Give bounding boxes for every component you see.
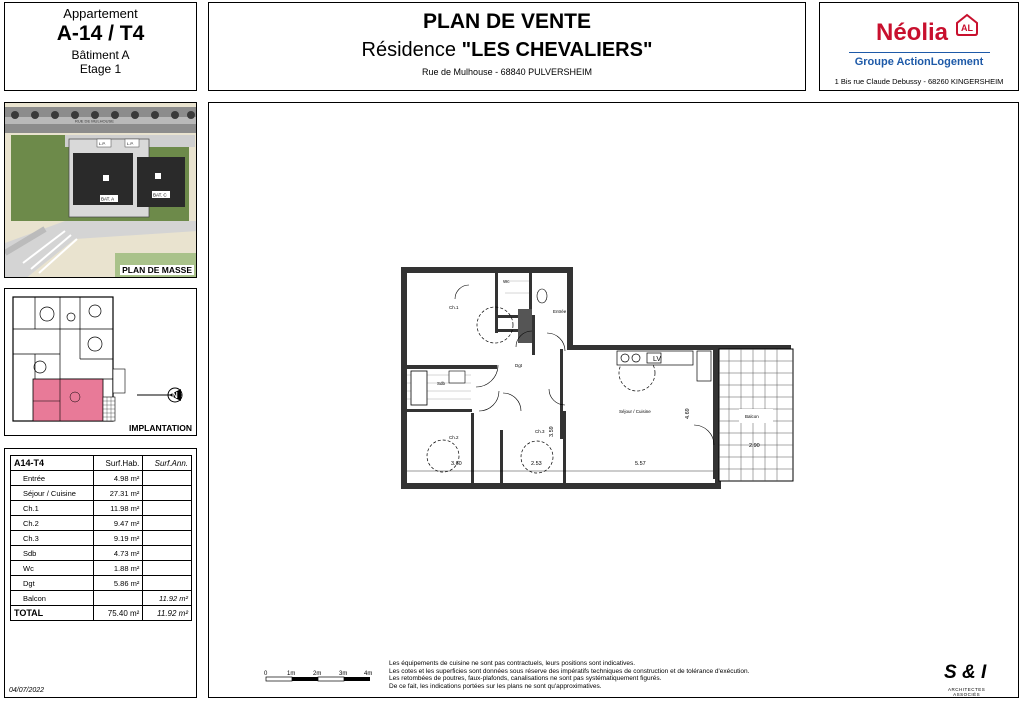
toilet-icon bbox=[537, 289, 547, 303]
north-arrow-icon bbox=[137, 388, 182, 402]
disclaimer-line: Les cotes et les superficies sont données sous réserve des impératifs techniques de construction et de tolérance d'exécution. bbox=[389, 667, 750, 675]
room-label-ch3: Ch.3 bbox=[535, 429, 545, 434]
residence-title bbox=[209, 39, 805, 62]
room-name: Entrée bbox=[11, 471, 94, 486]
group-name: Groupe ActionLogement bbox=[854, 56, 984, 68]
residence-address: Rue de Mulhouse - 68840 PULVERSHEIM bbox=[422, 67, 592, 77]
site-tag-1: L.P. bbox=[99, 141, 106, 146]
building-c-label: BAT. C bbox=[153, 192, 167, 198]
implantation-map bbox=[5, 289, 197, 436]
developer-logo-box bbox=[819, 2, 1019, 91]
architect-line-2: ASSOCIÉS bbox=[953, 692, 981, 697]
room-label-balcon: Balcon bbox=[745, 414, 759, 419]
room-hab: 4.98 m² bbox=[94, 471, 143, 486]
scale-tick-2: 2m bbox=[313, 671, 322, 677]
apartment-heading: Appartement bbox=[63, 6, 138, 21]
actionlogement-badge-icon bbox=[955, 13, 979, 37]
room-ann bbox=[143, 576, 192, 591]
architect-line-1: ARCHITECTES bbox=[948, 687, 986, 692]
scale-bar bbox=[264, 671, 372, 681]
table-row bbox=[11, 561, 192, 576]
surfaces-panel bbox=[4, 448, 197, 698]
room-label-sdb: Sdb bbox=[437, 381, 446, 386]
dim-ch3-depth: 3.59 bbox=[549, 426, 555, 437]
dim-sejour-width: 5.57 bbox=[635, 461, 646, 467]
col-ann-header: Surf.Ann. bbox=[143, 456, 192, 471]
surfaces-table bbox=[10, 455, 192, 621]
room-hab bbox=[94, 591, 143, 606]
furniture-circles bbox=[427, 307, 655, 473]
room-ann bbox=[143, 561, 192, 576]
apartment-building: Bâtiment A bbox=[71, 48, 130, 62]
implantation-panel bbox=[4, 288, 197, 436]
scale-tick-0: 0 bbox=[264, 671, 268, 677]
bathtub-icon bbox=[411, 371, 427, 405]
apartment-code: A-14 / T4 bbox=[56, 22, 145, 45]
room-name: Séjour / Cuisine bbox=[11, 486, 94, 501]
interior-walls bbox=[407, 273, 566, 485]
total-hab: 75.40 m² bbox=[94, 606, 143, 621]
room-name: Dgt bbox=[11, 576, 94, 591]
dimension-labels bbox=[407, 408, 760, 471]
kitchen-counter bbox=[617, 351, 711, 381]
room-name: Ch.1 bbox=[11, 501, 94, 516]
dim-ch2-width: 3.60 bbox=[451, 461, 462, 467]
total-ann: 11.92 m² bbox=[143, 606, 192, 621]
room-hab: 5.86 m² bbox=[94, 576, 143, 591]
room-ann bbox=[143, 486, 192, 501]
scale-tick-3: 3m bbox=[339, 671, 348, 677]
scale-tick-1: 1m bbox=[287, 671, 296, 677]
logo-divider bbox=[849, 52, 990, 53]
room-ann bbox=[143, 501, 192, 516]
room-label-entree: Entrée bbox=[553, 309, 567, 314]
room-name: Balcon bbox=[11, 591, 94, 606]
document-title: PLAN DE VENTE bbox=[422, 10, 592, 33]
site-tag-2: L.P. bbox=[127, 141, 134, 146]
disclaimer-line: De ce fait, les indications portées sur les plans ne sont qu'approximatives. bbox=[389, 682, 602, 690]
table-row bbox=[11, 591, 192, 606]
architect-logo: S & I bbox=[944, 662, 987, 683]
room-ann bbox=[143, 531, 192, 546]
room-name: Ch.2 bbox=[11, 516, 94, 531]
room-ann: 11.92 m² bbox=[143, 591, 192, 606]
room-label-wc: Wc bbox=[503, 279, 510, 284]
room-label-sejour: Séjour / Cuisine bbox=[619, 409, 651, 414]
site-plan-panel bbox=[4, 102, 197, 278]
badge-text: AL bbox=[961, 23, 973, 33]
dim-sejour-depth: 4.69 bbox=[685, 408, 691, 419]
title-box bbox=[208, 2, 806, 91]
site-plan-label: PLAN DE MASSE bbox=[122, 265, 192, 275]
total-row bbox=[11, 606, 192, 621]
room-hab: 9.47 m² bbox=[94, 516, 143, 531]
disclaimer-line: Les retombées de poutres, faux-plafonds, canalisations ne sont pas systématiquement figurés. bbox=[389, 675, 662, 683]
surfaces-header-row bbox=[11, 456, 192, 471]
site-plan-map bbox=[5, 103, 197, 278]
table-row bbox=[11, 501, 192, 516]
plan-date: 04/07/2022 bbox=[9, 687, 45, 694]
apartment-info-box bbox=[4, 2, 197, 91]
disclaimer-line: Les équipements de cuisine ne sont pas contractuels, leurs positions sont indicatives. bbox=[389, 660, 636, 667]
table-row bbox=[11, 516, 192, 531]
room-hab: 9.19 m² bbox=[94, 531, 143, 546]
table-row bbox=[11, 486, 192, 501]
architect-subtitle bbox=[948, 687, 985, 697]
room-label-ch1: Ch.1 bbox=[449, 305, 459, 310]
north-label: N bbox=[172, 391, 178, 400]
floor-plan-drawing bbox=[209, 103, 1020, 699]
table-row bbox=[11, 531, 192, 546]
residence-name: "LES CHEVALIERS" bbox=[461, 39, 653, 61]
floor-plan-panel bbox=[208, 102, 1019, 698]
neolia-logo-text: Néolia bbox=[876, 19, 949, 46]
dishwasher-label: LV bbox=[653, 356, 662, 363]
room-ann bbox=[143, 471, 192, 486]
developer-address: 1 Bis rue Claude Debussy - 68260 KINGERSHEIM bbox=[834, 77, 1004, 86]
col-hab-header: Surf.Hab. bbox=[94, 456, 143, 471]
implantation-label: IMPLANTATION bbox=[129, 423, 192, 433]
room-ann bbox=[143, 546, 192, 561]
residence-prefix: Résidence bbox=[361, 39, 462, 61]
washbasin-icon bbox=[449, 371, 465, 383]
disclaimer bbox=[389, 660, 749, 690]
room-hab: 1.88 m² bbox=[94, 561, 143, 576]
building-a-label: BAT. A bbox=[101, 196, 115, 202]
table-row bbox=[11, 471, 192, 486]
dim-balcon: 2.90 bbox=[749, 443, 760, 449]
scale-tick-4: 4m bbox=[364, 671, 373, 677]
room-label-ch2: Ch.2 bbox=[449, 435, 459, 440]
room-name: Ch.3 bbox=[11, 531, 94, 546]
room-hab: 27.31 m² bbox=[94, 486, 143, 501]
room-hab: 11.98 m² bbox=[94, 501, 143, 516]
street-label: RUE DE MULHOUSE bbox=[75, 118, 114, 124]
apartment-type-header: A14-T4 bbox=[11, 456, 94, 471]
room-name: Sdb bbox=[11, 546, 94, 561]
table-row bbox=[11, 576, 192, 591]
room-label-dgt: Dgt bbox=[515, 363, 523, 368]
total-label: TOTAL bbox=[11, 606, 94, 621]
apartment-floor: Etage 1 bbox=[79, 62, 122, 76]
room-name: Wc bbox=[11, 561, 94, 576]
room-ann bbox=[143, 516, 192, 531]
table-row bbox=[11, 546, 192, 561]
room-hab: 4.73 m² bbox=[94, 546, 143, 561]
dim-ch3-width: 2.53 bbox=[531, 461, 542, 467]
